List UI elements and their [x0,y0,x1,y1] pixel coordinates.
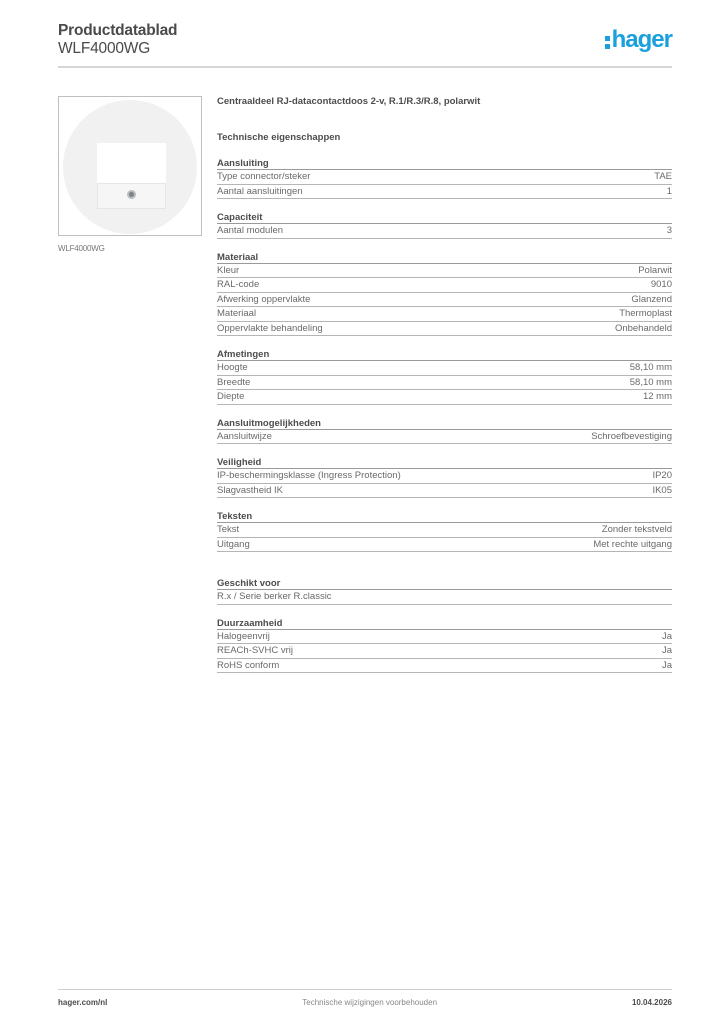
screw-icon [127,190,136,199]
spec-group-veiligheid [217,456,672,498]
spec-row [217,644,672,659]
spec-label: Aansluitwijze [217,430,272,442]
spec-row [217,590,672,605]
group-title: Afmetingen [217,348,672,361]
spec-label: Tekst [217,524,240,535]
spec-label: IP-beschermingsklasse (Ingress Protection) [217,470,401,481]
spec-label: RAL-code [217,279,260,290]
logo-text: hager [611,26,672,53]
spec-label: Diepte [217,391,245,402]
spec-group-geschikt-voor [217,577,672,605]
spec-value: Zonder tekstveld [601,524,672,535]
spec-label: Slagvastheid IK [217,484,284,496]
spec-row [217,307,672,322]
group-title: Aansluiting [217,157,672,170]
spec-label: Oppervlakte behandeling [217,322,323,334]
spec-group-materiaal [217,251,672,337]
hager-logo [605,26,672,54]
spec-value: 9010 [650,279,672,290]
spec-value: Schroefbevestiging [591,430,672,442]
spec-label: Breedte [217,376,251,388]
spec-row [217,264,672,279]
section-heading: Technische eigenschappen [217,132,341,143]
spec-row [217,322,672,337]
spec-label: Aantal modulen [217,225,284,236]
spec-row [217,659,672,674]
group-title: Aansluitmogelijkheden [217,417,672,430]
spec-value: Ja [661,659,672,671]
spec-value: 58,10 mm [629,362,672,373]
spec-value: 12 mm [642,391,672,402]
plate-label-area [97,183,166,209]
spec-row [217,170,672,185]
spec-label: Halogeenvrij [217,630,270,642]
product-image [58,96,202,236]
logo-colon-icon [605,36,610,49]
spec-label: R.x / Serie berker R.classic [217,591,332,602]
spec-row [217,376,672,391]
spec-label: Kleur [217,264,240,276]
spec-label: Materiaal [217,308,257,319]
group-title: Geschikt voor [217,577,672,590]
page-header [58,22,672,58]
spec-label: Aantal aansluitingen [217,185,303,197]
footer-divider [58,989,672,990]
footer-date: 10.04.2026 [631,998,672,1007]
spec-group-duurzaamheid [217,617,672,674]
spec-label: Hoogte [217,362,248,373]
footer-disclaimer: Technische wijzigingen voorbehouden [302,998,438,1007]
spec-row [217,278,672,293]
spec-value: IP20 [652,470,672,481]
group-title: Duurzaamheid [217,617,672,630]
spec-value: Polarwit [638,264,672,276]
product-title: Centraaldeel RJ-datacontactdoos 2-v, R.1/R.3/R.8, polarwit [217,96,481,107]
cover-plate-illustration [63,100,197,234]
group-title: Capaciteit [217,211,672,224]
spec-value: 3 [666,225,672,236]
specifications [217,96,672,673]
spec-row [217,361,672,376]
spec-value: Ja [661,630,672,642]
spec-row [217,523,672,538]
spec-row [217,224,672,239]
spec-group-aansluitmogelijkheden [217,417,672,445]
spec-row [217,293,672,308]
group-title: Materiaal [217,251,672,264]
spec-value: Onbehandeld [614,322,672,334]
spec-value: 58,10 mm [629,376,672,388]
spec-group-afmetingen [217,348,672,405]
spec-row [217,484,672,499]
plate-window [97,143,166,183]
group-title: Teksten [217,510,672,523]
spec-value: Met rechte uitgang [593,538,672,550]
spec-label: Afwerking oppervlakte [217,293,311,305]
spec-row [217,430,672,445]
spec-group-capaciteit [217,211,672,239]
spec-group-aansluiting [217,157,672,199]
spec-label: RoHS conform [217,659,280,671]
footer-website-link[interactable]: hager.com/nl [58,998,108,1007]
spec-row [217,390,672,405]
spec-value: 1 [666,185,672,197]
spec-row [217,469,672,484]
spec-row [217,538,672,553]
image-caption: WLF4000WG [58,244,105,253]
spec-label: REACh-SVHC vrij [217,645,294,656]
page-footer [58,998,672,1007]
spec-value: Thermoplast [619,308,672,319]
spec-value: TAE [654,171,672,182]
spec-row [217,630,672,645]
product-code-title: WLF4000WG [58,40,151,57]
spec-label: Uitgang [217,538,250,550]
group-title: Veiligheid [217,456,672,469]
spec-value: IK05 [652,484,672,496]
header-divider [58,66,672,68]
spec-label: Type connector/steker [217,171,311,182]
spec-value: Ja [661,645,672,656]
spec-value: Glanzend [631,293,672,305]
document-type-title: Productdatablad [58,22,178,39]
spec-row [217,185,672,200]
spec-group-teksten [217,510,672,552]
